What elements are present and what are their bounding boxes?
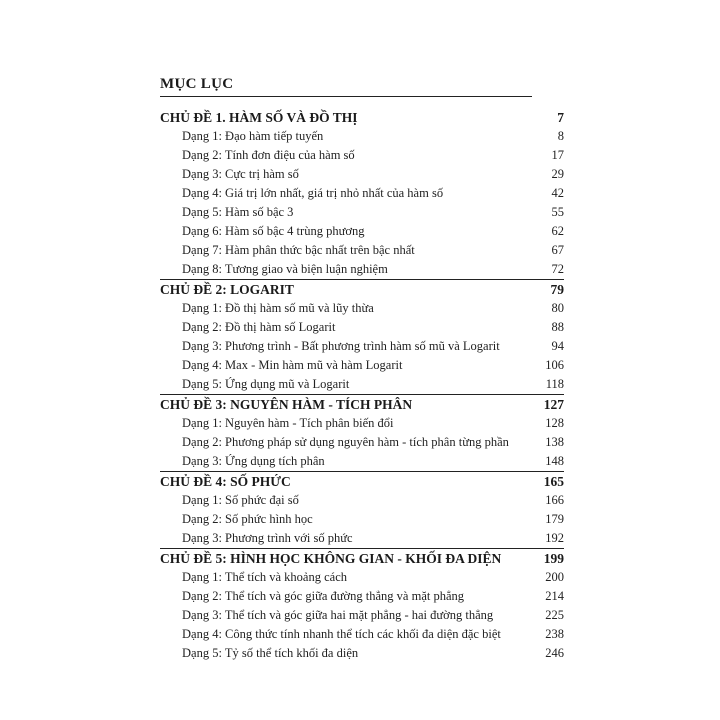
toc-item[interactable] (160, 644, 564, 663)
toc-item[interactable] (160, 568, 564, 587)
item-page-number: 166 (545, 493, 564, 507)
chapter-page-number: 79 (550, 282, 564, 297)
toc-item[interactable] (160, 625, 564, 644)
item-page-number: 225 (545, 608, 564, 622)
chapter-page-number: 165 (543, 474, 564, 489)
item-page-number: 118 (545, 377, 564, 391)
item-page-number: 8 (557, 129, 564, 143)
item-title: Dạng 4: Công thức tính nhanh thể tích các khối đa diện đặc biệt (182, 627, 501, 641)
item-title: Dạng 2: Tính đơn điệu của hàm số (182, 148, 355, 162)
toc-item[interactable] (160, 184, 564, 203)
toc-item[interactable] (160, 299, 564, 318)
toc-item[interactable] (160, 587, 564, 606)
item-title: Dạng 6: Hàm số bậc 4 trùng phương (182, 224, 365, 238)
item-page-number: 55 (551, 205, 564, 219)
item-title: Dạng 2: Đồ thị hàm số Logarit (182, 320, 336, 334)
item-page-number: 17 (551, 148, 564, 162)
toc-item[interactable] (160, 127, 564, 146)
toc-item[interactable] (160, 241, 564, 260)
item-page-number: 80 (551, 301, 564, 315)
item-page-number: 138 (545, 435, 564, 449)
item-title: Dạng 3: Cực trị hàm số (182, 167, 299, 181)
item-title: Dạng 1: Đạo hàm tiếp tuyến (182, 129, 324, 143)
item-title: Dạng 1: Số phức đại số (182, 493, 299, 507)
toc-item[interactable] (160, 510, 564, 529)
toc-item[interactable] (160, 203, 564, 222)
item-title: Dạng 7: Hàm phân thức bậc nhất trên bậc nhất (182, 243, 415, 257)
item-page-number: 106 (545, 358, 564, 372)
item-title: Dạng 5: Hàm số bậc 3 (182, 205, 294, 219)
item-page-number: 214 (545, 589, 564, 603)
item-title: Dạng 3: Thể tích và góc giữa hai mặt phẳng - hai đường thẳng (182, 608, 494, 622)
toc-item[interactable] (160, 318, 564, 337)
item-title: Dạng 1: Thể tích và khoảng cách (182, 570, 347, 584)
toc-item[interactable] (160, 375, 564, 394)
toc-item[interactable] (160, 606, 564, 625)
chapter-page-number: 199 (543, 551, 564, 566)
toc-item[interactable] (160, 491, 564, 510)
toc-chapter-2[interactable] (160, 279, 564, 299)
item-page-number: 62 (551, 224, 564, 238)
item-page-number: 72 (551, 262, 564, 276)
item-page-number: 179 (545, 512, 564, 526)
toc-item[interactable] (160, 146, 564, 165)
item-title: Dạng 5: Tỷ số thể tích khối đa diện (182, 646, 359, 660)
item-title: Dạng 1: Đồ thị hàm số mũ và lũy thừa (182, 301, 374, 315)
item-title: Dạng 2: Phương pháp sử dụng nguyên hàm - tích phân từng phần (182, 435, 509, 449)
item-title: Dạng 2: Số phức hình học (182, 512, 313, 526)
item-title: Dạng 1: Nguyên hàm - Tích phân biến đổi (182, 416, 394, 430)
item-title: Dạng 3: Phương trình với số phức (182, 531, 353, 545)
chapter-page-number: 127 (543, 397, 564, 412)
item-page-number: 200 (545, 570, 564, 584)
item-title: Dạng 3: Phương trình - Bất phương trình hàm số mũ và Logarit (182, 339, 500, 353)
toc-chapter-1[interactable] (160, 108, 564, 127)
item-page-number: 192 (545, 531, 564, 545)
toc-chapter-3[interactable] (160, 394, 564, 414)
chapter-title: CHỦ ĐỀ 3: NGUYÊN HÀM - TÍCH PHÂN (160, 397, 413, 412)
item-page-number: 148 (545, 454, 564, 468)
item-page-number: 94 (551, 339, 564, 353)
chapter-title: CHỦ ĐỀ 4: SỐ PHỨC (160, 474, 291, 489)
item-page-number: 128 (545, 416, 564, 430)
item-title: Dạng 5: Ứng dụng mũ và Logarit (182, 377, 350, 391)
heading-divider (160, 96, 532, 97)
table-of-contents (160, 108, 564, 663)
item-title: Dạng 2: Thể tích và góc giữa đường thẳng và mặt phẳng (182, 589, 465, 603)
chapter-title: CHỦ ĐỀ 5: HÌNH HỌC KHÔNG GIAN - KHỐI ĐA DIỆN (160, 551, 502, 566)
item-page-number: 67 (551, 243, 564, 257)
item-page-number: 29 (551, 167, 564, 181)
toc-item[interactable] (160, 452, 564, 471)
item-page-number: 42 (551, 186, 564, 200)
chapter-page-number: 7 (557, 110, 564, 125)
item-page-number: 238 (545, 627, 564, 641)
toc-chapter-5[interactable] (160, 548, 564, 568)
item-page-number: 88 (551, 320, 564, 334)
toc-item[interactable] (160, 165, 564, 184)
item-title: Dạng 4: Giá trị lớn nhất, giá trị nhỏ nhất của hàm số (182, 186, 444, 200)
chapter-title: CHỦ ĐỀ 2: LOGARIT (160, 282, 294, 297)
page-heading: MỤC LỤC (160, 76, 234, 92)
toc-item[interactable] (160, 433, 564, 452)
toc-item[interactable] (160, 337, 564, 356)
item-page-number: 246 (545, 646, 564, 660)
item-title: Dạng 8: Tương giao và biện luận nghiệm (182, 262, 388, 276)
toc-item[interactable] (160, 260, 564, 279)
toc-item[interactable] (160, 356, 564, 375)
toc-chapter-4[interactable] (160, 471, 564, 491)
toc-item[interactable] (160, 222, 564, 241)
item-title: Dạng 3: Ứng dụng tích phân (182, 454, 325, 468)
chapter-title: CHỦ ĐỀ 1. HÀM SỐ VÀ ĐỒ THỊ (160, 110, 358, 125)
toc-item[interactable] (160, 529, 564, 548)
toc-item[interactable] (160, 414, 564, 433)
item-title: Dạng 4: Max - Min hàm mũ và hàm Logarit (182, 358, 403, 372)
